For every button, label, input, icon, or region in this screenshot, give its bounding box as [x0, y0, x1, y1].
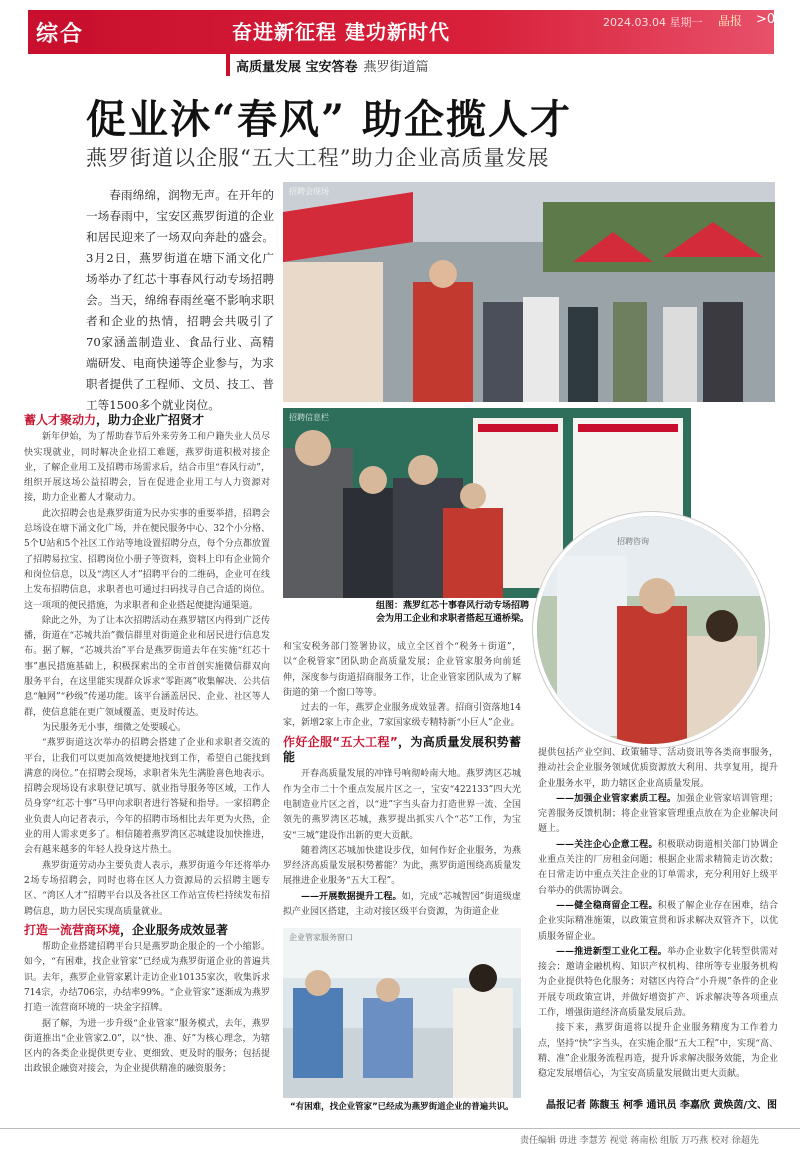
photo-caption-2: “有困难，找企业管家”已经成为燕罗街道企业的普遍共识。 — [290, 1102, 514, 1112]
paragraph: 帮助企业搭建招聘平台只是燕罗助企服企的一个小缩影。如今，“有困难，找企业管家”已经成为燕罗街道企业的普遍共识。去年，燕罗企业管家累计走访企业10135家次，收集诉求714宗，办结706宗，办结率99%。“企业管家”逐渐成为燕罗打造一流营商环境的一块金字招牌。 — [24, 942, 270, 1014]
paragraph: 燕罗街道劳动办主要负责人表示，燕罗街道今年还将举办2场专场招聘会，同时也将在区人力资源局的云招聘主题专区、“湾区人才”招聘平台以及各社区工作站宣传栏持续发布招聘信息，助力居民实现高质量就业。 — [24, 860, 270, 917]
section-heading-red: 打造一流营商环境 — [24, 922, 121, 937]
paragraph — [538, 838, 778, 899]
header-banner — [28, 10, 784, 54]
section-heading-red: 作好企服“五大工程” — [283, 734, 398, 749]
footer-divider — [0, 1128, 800, 1129]
paragraph: 新年伊始，为了帮助春节后外来劳务工和户籍失业人员尽快实现就业，同时解决企业招工难题，燕罗街道积极对接企业，了解企业用工及招聘市场需求后，结合市里“春风行动”，组织开展这场公益招聘会，旨在促进企业用工与人力资源对接，助力企业蓄人才聚动力。 — [24, 432, 270, 504]
subsection-lead: ——开展数据提升工程。 — [301, 891, 402, 902]
paper-logo: 晶报 — [718, 14, 743, 28]
paragraph-text: 举办企业数字化转型供需对接会；邀请金融机构、知识产权机构、律所等专业服务机构为企业提供特色化服务；对辖区内符合“小升规”条件的企业开展专项政策宣讲，并做好增资扩产、诉求解决等各项重点工作，增强街道经济高质量发展后劲。 — [538, 946, 778, 1019]
section-heading-red: 蓄人才聚动力 — [24, 413, 97, 427]
photo-label: 企业管家服务窗口 — [289, 933, 353, 942]
lead-paragraph — [86, 185, 274, 416]
series-name: 燕罗街道篇 — [363, 59, 429, 75]
paragraph-text: 如，完成“芯城智园”街道级虚拟产业园区搭建，主动对接区级平台资源，为街道企业 — [283, 891, 521, 918]
column-left — [24, 410, 270, 1110]
paragraph: 除此之外，为了让本次招聘活动在燕罗辖区内得到广泛传播，街道在“芯城共治”微信群里对街道企业和居民进行信息发布。据了解，“芯城共治”平台是燕罗街道去年在实施“红芯十事”惠民措施基础上，积极探索出的全市首创实施微信群双向服务平台，在这里能实现群众诉求“零距离”收集解决、公共信息“触网”“秒级”传递功能。该平台涵盖居民、企业、社区等人群，使信息能在更广领域覆盖、更及时传达。 — [24, 615, 270, 718]
photo-label: 招聘咨询 — [617, 537, 649, 546]
consultation-illustration — [537, 516, 765, 744]
paragraph-text: 积极了解企业存在困难，结合企业实际精准施策，以政策宣贯和诉求解决双管齐下，以优质服务留企业。 — [538, 900, 778, 942]
footer-credits: 责任编辑 毋进 李慧芳 视觉 蒋南松 组版 万巧燕 校对 徐超先 — [520, 1136, 759, 1146]
service-window-illustration — [283, 928, 521, 1098]
series-label — [226, 54, 429, 76]
paragraph-text: 加强企业管家培训管理；完善服务反馈机制；将企业管家管理重点放在为企业解决问题上。 — [538, 793, 778, 835]
subsection-lead: ——健全稳商留企工程。 — [556, 900, 658, 911]
paragraph-text: 积极联动街道相关部门协调企业重点关注的厂房租金问题；根据企业需求精简走访次数；在日常走访中重点关注企业的订单需求，充分利用好上级平台举办的供需协调会。 — [538, 839, 778, 896]
paragraph: 此次招聘会也是燕罗街道为民办实事的重要举措，招聘会总场设在塘下涌文化广场，并在便民服务中心、32个小分格、5个U站和5个社区工作站等地设置招聘分点，每个分点都放置了招聘易拉宝、招聘岗位小册子等资料，资料上印有企业简介和岗位信息，以及“湾区人才”招聘平台的二维码，企业可在线上发布招聘信息，求职者也可通过扫码找寻自己合适的岗位。这一项项的便民措施，为求职者和企业搭起便捷沟通渠道。 — [24, 508, 270, 611]
photo-caption-1: 组图：燕罗红芯十事春风行动专场招聘会为用工企业和求职者搭起互通桥梁。 — [376, 601, 530, 624]
section-heading-rest: ，企业服务成效显著 — [120, 922, 229, 937]
header-slogan: 奋进新征程 建功新时代 — [232, 20, 450, 44]
section-heading-1 — [24, 413, 270, 428]
section-heading-rest: ，为高质量发展积势蓄能 — [283, 734, 521, 765]
paragraph: 据了解，为进一步升级“企业管家”服务模式，去年，燕罗街道推出“企业管家2.0”，以“快、准、好”为核心理念，为辖区内的各类企业提供更专业、更细致、更及时的服务；包括提出政银企融资对接会，为企业提供精准的融资服务； — [24, 1018, 270, 1075]
section-heading-3 — [283, 735, 521, 766]
paragraph: 过去的一年，燕罗企业服务成效显著。招商引资落地14家，新增2家上市企业，7家国家级专精特新“小巨人”企业。 — [283, 703, 521, 729]
article-title: 促业沐“春风” 助企揽人才 — [86, 96, 572, 143]
paragraph — [538, 945, 778, 1021]
reporter-byline: 晶报记者 陈馥玉 柯季 通讯员 李嘉欣 黄焕茵/文、图 — [546, 1100, 778, 1111]
paragraph — [538, 792, 778, 838]
paragraph: 接下来，燕罗街道将以提升企业服务精度为工作着力点，坚持“快”字当头，在实施企服“五大工程”中，实现“高、精、准”企业服务流程再造，提升诉求解决服务效能，为企业稳定发展增信心，为宝安高质量发展做出更大贡献。 — [538, 1023, 778, 1080]
subsection-lead: ——加强企业管家素质工程。 — [556, 793, 677, 804]
section-heading-rest: ，助力企业广招贤才 — [96, 413, 205, 427]
paragraph: 提供包括产业空间、政策辅导、活动资讯等各类商事服务，推动社会企业服务领域优质资源放大利用、共享复用，提升企业服务水平，助力辖区企业高质量发展。 — [538, 748, 778, 789]
column-middle — [283, 640, 521, 920]
paragraph: 为民服务无小事，细微之处要暖心。 — [42, 722, 187, 733]
photo-service-window — [283, 928, 521, 1098]
column-right — [538, 746, 778, 1091]
paragraph: “燕罗街道这次举办的招聘会搭建了企业和求职者交流的平台，让我们可以更加高效便捷地找到工作，希望自己能找到满意的岗位。”在招聘会现场，求职者朱先生满脸喜色地表示。招聘会现场设有求职登记填写、就业指导服务等区域，工作人员身穿“红芯十事”马甲向求职者进行答疑和指导。一家招聘企业负责人向记者表示，今年的招聘市场相比去年更为火热，企业的用人需求更多了。相信随着燕罗湾区芯城建设加快推进，会有越来越多的年轻人投身这片热土。 — [24, 738, 270, 856]
paragraph: 开春高质量发展的冲锋号响彻岭南大地。燕罗湾区芯城作为全市二十个重点发展片区之一，宝安“422133”四大光电制造业片区之首，以“进”字当头奋力打造世界一流、全国领先的燕罗湾区芯城，燕罗提出抓实八个“芯”工作，为宝安“三城”建设作出新的更大贡献。 — [283, 769, 521, 841]
paragraph: 和宝安税务部门签署协议，成立全区首个“税务＋街道”，以“企税管家”团队助企高质量发展；企业管家服务向前延伸，深度参与街道招商服务工作，让企业管家团队成为了解街道的第一个窗口等等。 — [283, 642, 521, 698]
page-number: >06 — [756, 12, 784, 27]
paragraph: 随着湾区芯城加快建设步伐，如何作好企业服务，为燕罗经济高质量发展积势蓄能？为此，燕罗街道围绕高质量发展推进企业服务“五大工程”。 — [283, 845, 521, 887]
photo-job-fair — [283, 182, 775, 402]
issue-date: 2024.03.04 星期一 — [603, 16, 703, 29]
paragraph — [538, 899, 778, 945]
section-heading-2 — [24, 923, 270, 938]
section-tag: 综合 — [28, 10, 92, 54]
subsection-lead: ——推进新型工业化工程。 — [556, 946, 667, 957]
lead-text: 春雨绵绵，润物无声。在开年的一场春雨中，宝安区燕罗街道的企业和居民迎来了一场双向奔赴的盛会。3月2日，燕罗街道在塘下涌文化广场举办了红芯十事春风行动专场招聘会。当天，绵绵春雨丝毫不影响求职者和企业的热情，招聘会共吸引了70家涵盖制造业、食品行业、高精端研发、电商快递等企业参与，为求职者提供了工程师、文员、技工、普工等1500多个就业岗位。 — [86, 188, 274, 412]
photo-label: 招聘信息栏 — [289, 413, 329, 422]
series-bold: 高质量发展 宝安答卷 — [236, 59, 358, 75]
article-subtitle: 燕罗街道以企服“五大工程”助力企业高质量发展 — [86, 146, 550, 170]
photo-consultation — [533, 512, 769, 748]
photo-label: 招聘会现场 — [289, 187, 329, 196]
subsection-lead: ——关注企心企意工程。 — [556, 839, 658, 850]
job-fair-illustration — [283, 182, 775, 402]
paragraph — [283, 890, 521, 921]
